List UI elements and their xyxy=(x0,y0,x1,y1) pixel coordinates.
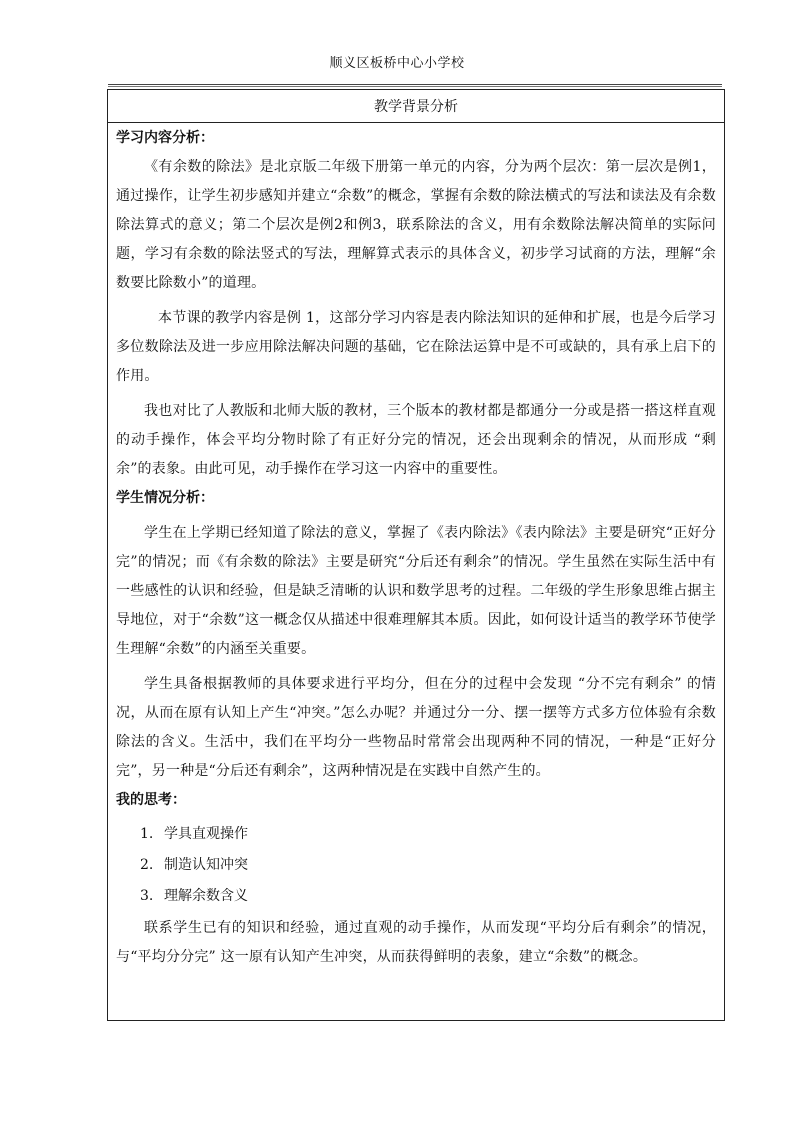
header-rule xyxy=(108,84,722,85)
list-item xyxy=(116,881,716,912)
students-paragraph-1: 学生在上学期已经知道了除法的意义，掌握了《表内除法》《表内除法》主要是研究“正好分完”的情况；而《有余数的除法》主要是研究“分后还有剩余”的情况。学生虽然在实际生活中有一些感性的认识和经验，但是缺乏清晰的认识和数学思考的过程。二年级的学生形象思维占据主导地位，对于“余数”这一概念仅从描述中很难理解其本质。因此，如何设计适当的教学环节使学生理解“余数”的内涵至关重要。 xyxy=(116,525,716,657)
list-item-text: 学具直观操作 xyxy=(164,826,248,842)
section-heading-thinking: 我的思考： xyxy=(116,792,186,808)
list-item xyxy=(116,850,716,881)
section-heading-students: 学生情况分析： xyxy=(116,490,214,506)
list-item-number: 2. xyxy=(140,857,154,873)
students-paragraph-2: 学生具备根据教师的具体要求进行平均分，但在分的过程中会发现 “分不完有剩余” 的情况，从而在原有认知上产生“冲突。”怎么办呢？并通过分一分、摆一摆等方式多方位体验有余数除法的含义。生活中，我们在平均分一些物品时常常会出现两种不同的情况，一种是“正好分完”，另一种是“分后还有剩余”，这两种情况是在实践中自然产生的。 xyxy=(116,676,716,779)
analysis-table xyxy=(107,89,725,1021)
page-header-school: 顺义区板桥中心小学校 xyxy=(329,56,465,71)
table-title: 教学背景分析 xyxy=(108,90,724,123)
list-item-number: 1. xyxy=(140,826,154,842)
section-heading-learning: 学习内容分析： xyxy=(116,130,214,146)
table-content xyxy=(116,124,716,972)
list-item-number: 3. xyxy=(140,888,154,904)
learning-paragraph-1: 《有余数的除法》是北京版二年级下册第一单元的内容，分为两个层次：第一层次是例1，通过操作，让学生初步感知并建立“余数”的概念，掌握有余数的除法横式的写法和读法及有余数除法算式的意义；第二个层次是例2和例3，联系除法的含义，用有余数除法解决简单的实际问题，学习有余数的除法竖式的写法，理解算式表示的具体含义，初步学习试商的方法，理解“余数要比除数小”的道理。 xyxy=(116,159,716,291)
learning-paragraph-3: 我也对比了人教版和北师大版的教材，三个版本的教材都是都通分一分或是搭一搭这样直观的动手操作，体会平均分物时除了有正好分完的情况，还会出现剩余的情况，从而形成 “剩余”的表象。由此可见，动手操作在学习这一内容中的重要性。 xyxy=(116,403,716,477)
thinking-list xyxy=(116,819,716,912)
list-item-text: 理解余数含义 xyxy=(164,888,248,904)
learning-paragraph-2: 本节课的教学内容是例 1，这部分学习内容是表内除法知识的延伸和扩展，也是今后学习多位数除法及进一步应用除法解决问题的基础，它在除法运算中是不可或缺的，具有承上启下的作用。 xyxy=(116,310,716,384)
list-item xyxy=(116,819,716,850)
list-item-text: 制造认知冲突 xyxy=(164,857,248,873)
header-rule-thin xyxy=(108,86,722,87)
thinking-paragraph-1: 联系学生已有的知识和经验，通过直观的动手操作，从而发现“平均分后有剩余”的情况，与“平均分分完” 这一原有认知产生冲突，从而获得鲜明的表象，建立“余数”的概念。 xyxy=(116,920,716,965)
